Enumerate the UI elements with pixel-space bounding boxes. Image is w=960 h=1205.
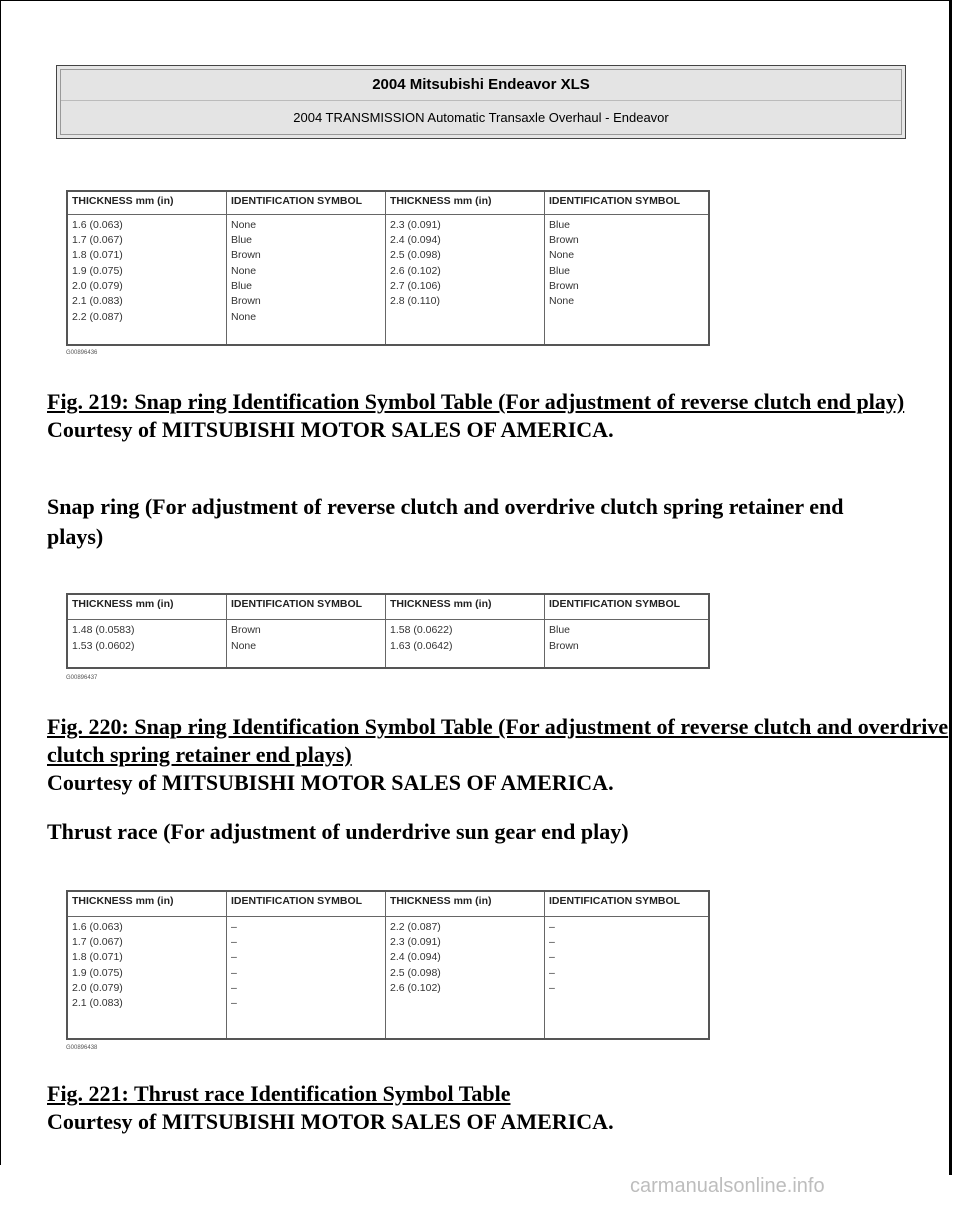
cell-value: 2.4 (0.094): [390, 951, 441, 964]
cell-value: 2.5 (0.098): [390, 249, 441, 262]
caption-title: Fig. 221: Thrust race Identification Symbol Table: [47, 1081, 511, 1106]
fig221-caption: [47, 1080, 614, 1136]
caption-credit: Courtesy of MITSUBISHI MOTOR SALES OF AMERICA.: [47, 417, 614, 442]
col-thickness-right: THICKNESS mm (in): [386, 191, 545, 214]
table-header-row: [67, 191, 709, 214]
cell-value: None: [231, 639, 257, 652]
cell-value: –: [231, 966, 237, 979]
col-symbol-right: IDENTIFICATION SYMBOL: [545, 191, 710, 214]
cell-value: 2.4 (0.094): [390, 234, 441, 247]
page-border-left: [0, 0, 1, 1165]
cell-symbol-right: [545, 214, 710, 345]
cell-value: Blue: [549, 264, 571, 277]
header-title: 2004 Mitsubishi Endeavor XLS: [61, 70, 901, 101]
cell-value: –: [549, 920, 555, 933]
cell-value: –: [549, 936, 555, 949]
fig220-caption: [47, 713, 960, 797]
header-inner: [60, 69, 902, 135]
fig219-caption: [47, 388, 904, 444]
cell-value: 2.6 (0.102): [390, 264, 441, 277]
fig221-table: [66, 890, 710, 1040]
col-symbol-left: IDENTIFICATION SYMBOL: [227, 891, 386, 916]
figure-code: G00896437: [66, 675, 98, 681]
cell-value: 2.1 (0.083): [72, 295, 123, 308]
cell-value: 1.8 (0.071): [72, 951, 123, 964]
cell-value: 1.63 (0.0642): [390, 639, 453, 652]
cell-value: None: [231, 218, 257, 231]
cell-value: 2.8 (0.110): [390, 295, 441, 308]
cell-value: –: [549, 982, 555, 995]
cell-symbol-left: [227, 620, 386, 668]
cell-value: –: [231, 936, 237, 949]
cell-value: 1.8 (0.071): [72, 249, 123, 262]
col-thickness-right: THICKNESS mm (in): [386, 891, 545, 916]
cell-value: –: [549, 951, 555, 964]
cell-value: Blue: [231, 280, 253, 293]
cell-value: 2.1 (0.083): [72, 997, 123, 1010]
cell-value: 1.6 (0.063): [72, 920, 123, 933]
cell-value: –: [549, 966, 555, 979]
page-border-right: [949, 0, 952, 1175]
cell-value: 2.2 (0.087): [72, 310, 123, 323]
cell-value: –: [231, 982, 237, 995]
cell-value: None: [549, 249, 575, 262]
cell-thickness-left: [67, 214, 227, 345]
cell-value: 2.3 (0.091): [390, 218, 441, 231]
cell-value: Brown: [549, 280, 579, 293]
caption-title: Fig. 220: Snap ring Identification Symbol Table (For adjustment of reverse clutch and overdrive clutch spring retainer end plays): [47, 714, 949, 767]
col-thickness-left: THICKNESS mm (in): [67, 594, 227, 620]
cell-value: Blue: [231, 234, 253, 247]
cell-value: 2.7 (0.106): [390, 280, 441, 293]
cell-thickness-right: [386, 916, 545, 1039]
section-heading-thrust-race: Thrust race (For adjustment of underdrive sun gear end play): [47, 819, 629, 844]
col-thickness-right: THICKNESS mm (in): [386, 594, 545, 620]
cell-value: 2.2 (0.087): [390, 920, 441, 933]
cell-value: Blue: [549, 624, 571, 637]
table-header-row: [67, 891, 709, 916]
table-body-row: [67, 916, 709, 1039]
cell-value: 1.7 (0.067): [72, 234, 123, 247]
cell-value: Brown: [549, 234, 579, 247]
cell-value: Brown: [231, 249, 261, 262]
cell-value: None: [549, 295, 575, 308]
section-heading-snap-ring: Snap ring (For adjustment of reverse clutch and overdrive clutch spring retainer end plays): [47, 494, 844, 549]
cell-thickness-left: [67, 620, 227, 668]
page-border-top: [0, 0, 951, 1]
caption-credit: Courtesy of MITSUBISHI MOTOR SALES OF AMERICA.: [47, 1109, 614, 1134]
cell-value: 1.6 (0.063): [72, 218, 123, 231]
cell-value: Brown: [231, 295, 261, 308]
col-symbol-right: IDENTIFICATION SYMBOL: [545, 594, 710, 620]
cell-value: 1.9 (0.075): [72, 264, 123, 277]
cell-value: None: [231, 264, 257, 277]
cell-value: 2.5 (0.098): [390, 966, 441, 979]
cell-value: 2.0 (0.079): [72, 280, 123, 293]
figure-code: G00896436: [66, 350, 98, 356]
fig219-table: [66, 190, 710, 346]
cell-thickness-left: [67, 916, 227, 1039]
header-subtitle: 2004 TRANSMISSION Automatic Transaxle Overhaul - Endeavor: [293, 110, 669, 125]
col-symbol-left: IDENTIFICATION SYMBOL: [227, 191, 386, 214]
cell-value: 1.53 (0.0602): [72, 639, 135, 652]
cell-value: 2.3 (0.091): [390, 936, 441, 949]
cell-value: 1.7 (0.067): [72, 936, 123, 949]
cell-value: –: [231, 951, 237, 964]
table-body-row: [67, 620, 709, 668]
cell-symbol-left: [227, 214, 386, 345]
caption-credit: Courtesy of MITSUBISHI MOTOR SALES OF AMERICA.: [47, 770, 614, 795]
cell-value: Brown: [231, 624, 261, 637]
col-thickness-left: THICKNESS mm (in): [67, 891, 227, 916]
cell-value: Brown: [549, 639, 579, 652]
cell-value: –: [231, 920, 237, 933]
cell-value: 2.0 (0.079): [72, 982, 123, 995]
col-symbol-right: IDENTIFICATION SYMBOL: [545, 891, 710, 916]
cell-symbol-right: [545, 620, 710, 668]
cell-value: 1.48 (0.0583): [72, 624, 135, 637]
col-symbol-left: IDENTIFICATION SYMBOL: [227, 594, 386, 620]
table-header-row: [67, 594, 709, 620]
cell-value: Blue: [549, 218, 571, 231]
cell-thickness-right: [386, 620, 545, 668]
document-header: [56, 65, 906, 139]
col-thickness-left: THICKNESS mm (in): [67, 191, 227, 214]
watermark: carmanualsonline.info: [630, 1175, 825, 1197]
cell-value: 1.58 (0.0622): [390, 624, 453, 637]
caption-title: Fig. 219: Snap ring Identification Symbol Table (For adjustment of reverse clutch end play): [47, 389, 905, 414]
cell-symbol-left: [227, 916, 386, 1039]
figure-code: G00896438: [66, 1045, 98, 1051]
cell-value: 1.9 (0.075): [72, 966, 123, 979]
cell-value: None: [231, 310, 257, 323]
cell-value: 2.6 (0.102): [390, 982, 441, 995]
cell-value: –: [231, 997, 237, 1010]
cell-symbol-right: [545, 916, 710, 1039]
fig220-table: [66, 593, 710, 669]
table-body-row: [67, 214, 709, 345]
cell-thickness-right: [386, 214, 545, 345]
